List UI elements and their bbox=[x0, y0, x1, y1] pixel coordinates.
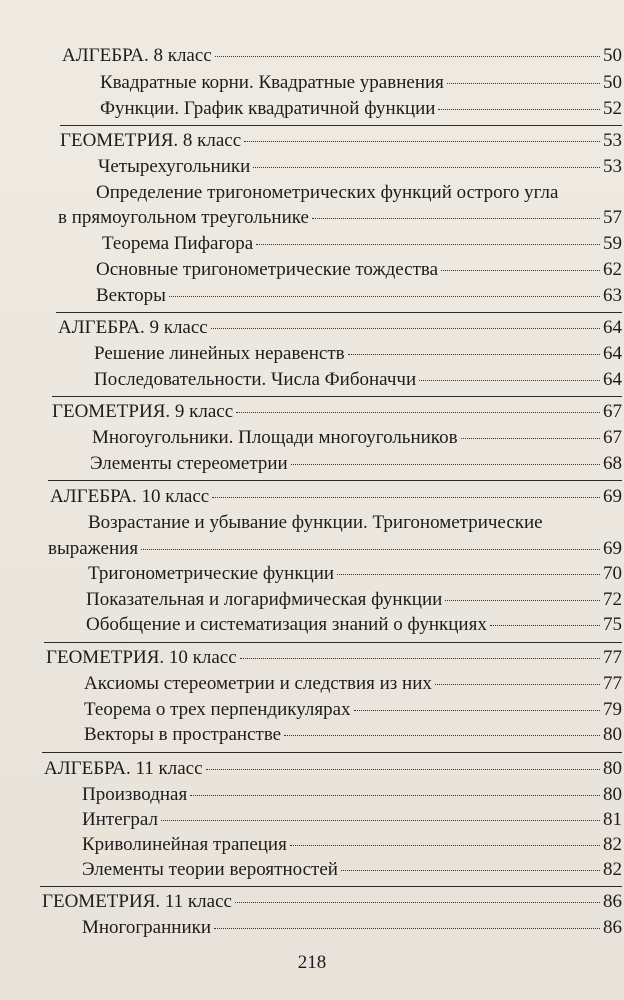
leader-dots bbox=[461, 438, 600, 439]
toc-heading-title: ГЕОМЕТРИЯ. 10 класс bbox=[46, 647, 237, 668]
section-divider bbox=[44, 642, 622, 643]
toc-heading-page: 80 bbox=[603, 758, 622, 779]
toc-item-title: Векторы bbox=[96, 285, 166, 306]
toc-item-title: Квадратные корни. Квадратные уравнения bbox=[100, 72, 444, 93]
leader-dots bbox=[212, 497, 600, 498]
toc-item-page: 59 bbox=[603, 233, 622, 254]
leader-dots bbox=[337, 574, 600, 575]
toc-item bbox=[102, 233, 622, 255]
toc-heading-title: АЛГЕБРА. 11 класс bbox=[44, 758, 203, 779]
toc-item-page: 75 bbox=[603, 614, 622, 635]
toc-item-page: 82 bbox=[603, 859, 622, 880]
toc-heading-algebra-9 bbox=[58, 317, 622, 339]
section-divider bbox=[60, 125, 622, 126]
toc-item-title: Интеграл bbox=[82, 809, 158, 830]
toc-item-title: Теорема Пифагора bbox=[102, 233, 254, 254]
toc-item-title: Элементы теории вероятностей bbox=[82, 859, 338, 880]
toc-item-page: 64 bbox=[603, 369, 622, 390]
toc-item bbox=[82, 859, 622, 881]
toc-heading-title: АЛГЕБРА. 9 класс bbox=[58, 317, 208, 338]
toc-item bbox=[84, 699, 622, 721]
toc-heading-geometry-9 bbox=[52, 401, 622, 423]
section-divider bbox=[48, 480, 622, 481]
toc-item-page: 82 bbox=[603, 834, 622, 855]
toc-item bbox=[90, 453, 622, 475]
toc-heading-geometry-10 bbox=[46, 647, 622, 669]
toc-item-page: 52 bbox=[603, 98, 622, 119]
toc-item bbox=[58, 207, 622, 229]
toc-item-title: Криволинейная трапеция bbox=[82, 834, 287, 855]
toc-heading-title: ГЕОМЕТРИЯ. 11 класс bbox=[42, 891, 232, 912]
toc-item-title: Четырехугольники bbox=[98, 156, 251, 177]
leader-dots bbox=[214, 928, 600, 929]
toc-item bbox=[100, 72, 622, 94]
toc-item-title: Векторы в пространстве bbox=[84, 724, 282, 745]
toc-item-title: Показательная и логарифмическая функции bbox=[86, 589, 443, 610]
toc-item bbox=[100, 98, 622, 120]
toc-item-page: 86 bbox=[603, 917, 622, 938]
leader-dots bbox=[284, 735, 600, 736]
toc-heading-page: 77 bbox=[603, 647, 622, 668]
leader-dots bbox=[161, 820, 600, 821]
toc-item-page: 72 bbox=[603, 589, 622, 610]
toc-heading-page: 53 bbox=[603, 130, 622, 151]
leader-dots bbox=[253, 167, 600, 168]
toc-item-page: 64 bbox=[603, 343, 622, 364]
toc-heading-geometry-8 bbox=[60, 130, 622, 152]
toc-item-page: 77 bbox=[603, 673, 622, 694]
toc-heading-geometry-11 bbox=[42, 891, 622, 913]
toc-item bbox=[96, 259, 622, 281]
leader-dots bbox=[419, 380, 600, 381]
leader-dots bbox=[206, 769, 600, 770]
toc-heading-algebra-8 bbox=[62, 45, 622, 67]
toc-item-title: Теорема о трех перпендикулярах bbox=[84, 699, 351, 720]
toc-item-title: Основные тригонометрические тождества bbox=[96, 259, 439, 280]
toc-heading-title: АЛГЕБРА. 10 класс bbox=[50, 486, 210, 507]
toc-item-page: 67 bbox=[603, 427, 622, 448]
toc-item-page: 80 bbox=[603, 784, 622, 805]
leader-dots bbox=[438, 109, 600, 110]
toc-item-title: Функции. График квадратичной функции bbox=[100, 98, 436, 119]
leader-dots bbox=[445, 600, 600, 601]
toc-heading-title: ГЕОМЕТРИЯ. 8 класс bbox=[60, 130, 242, 151]
leader-dots bbox=[169, 296, 600, 297]
leader-dots bbox=[256, 244, 600, 245]
leader-dots bbox=[235, 902, 600, 903]
toc-item bbox=[92, 427, 622, 449]
toc-item bbox=[94, 343, 622, 365]
leader-dots bbox=[341, 870, 600, 871]
toc-item bbox=[82, 784, 622, 806]
toc-heading-title: АЛГЕБРА. 8 класс bbox=[62, 45, 212, 66]
leader-dots bbox=[291, 464, 600, 465]
toc-heading-page: 67 bbox=[603, 401, 622, 422]
section-divider bbox=[42, 752, 622, 753]
leader-dots bbox=[290, 845, 600, 846]
toc-item bbox=[96, 285, 622, 307]
toc-item bbox=[82, 917, 622, 939]
toc-item-title-line2: выражения bbox=[48, 538, 139, 559]
toc-item-page: 79 bbox=[603, 699, 622, 720]
leader-dots bbox=[447, 83, 600, 84]
leader-dots bbox=[312, 218, 600, 219]
toc-item-page: 50 bbox=[603, 72, 622, 93]
toc-item-title: Многогранники bbox=[82, 917, 212, 938]
toc-item-title-line2: в прямоугольном треугольнике bbox=[58, 207, 309, 228]
leader-dots bbox=[354, 710, 600, 711]
toc-heading-page: 50 bbox=[603, 45, 622, 66]
toc-item-title: Решение линейных неравенств bbox=[94, 343, 345, 364]
toc-item-title: Обобщение и систематизация знаний о функциях bbox=[86, 614, 487, 635]
leader-dots bbox=[348, 354, 600, 355]
toc-heading-algebra-11 bbox=[44, 758, 622, 780]
toc-heading-algebra-10 bbox=[50, 486, 622, 508]
leader-dots bbox=[141, 549, 600, 550]
section-divider bbox=[40, 886, 622, 887]
toc-item-page: 70 bbox=[603, 563, 622, 584]
section-divider bbox=[56, 312, 622, 313]
toc-item bbox=[94, 369, 622, 391]
toc-item-title: Аксиомы стереометрии и следствия из них bbox=[84, 673, 432, 694]
toc-item bbox=[86, 614, 622, 636]
toc-item bbox=[84, 724, 622, 746]
leader-dots bbox=[441, 270, 600, 271]
toc-item bbox=[88, 563, 622, 585]
toc-item bbox=[82, 834, 622, 856]
leader-dots bbox=[211, 328, 600, 329]
toc-item-page: 81 bbox=[603, 809, 622, 830]
leader-dots bbox=[244, 141, 600, 142]
toc-item-title-line1: Возрастание и убывание функции. Тригонометрические bbox=[88, 512, 543, 533]
toc-item-title: Производная bbox=[82, 784, 188, 805]
toc-heading-page: 69 bbox=[603, 486, 622, 507]
toc-item-page: 57 bbox=[603, 207, 622, 228]
toc-item-title-line1: Определение тригонометрических функций острого угла bbox=[96, 182, 559, 203]
toc-item bbox=[84, 673, 622, 695]
leader-dots bbox=[490, 625, 600, 626]
toc-item-page: 80 bbox=[603, 724, 622, 745]
toc-item bbox=[98, 156, 622, 178]
toc-heading-page: 64 bbox=[603, 317, 622, 338]
toc-item-page: 62 bbox=[603, 259, 622, 280]
toc-item bbox=[86, 589, 622, 611]
page-number: 218 bbox=[297, 952, 327, 973]
section-divider bbox=[52, 396, 622, 397]
leader-dots bbox=[236, 412, 600, 413]
toc-heading-page: 86 bbox=[603, 891, 622, 912]
toc-item bbox=[48, 538, 622, 560]
leader-dots bbox=[435, 684, 600, 685]
toc-item-title: Элементы стереометрии bbox=[90, 453, 288, 474]
toc-heading-title: ГЕОМЕТРИЯ. 9 класс bbox=[52, 401, 234, 422]
leader-dots bbox=[190, 795, 600, 796]
toc-item bbox=[82, 809, 622, 831]
leader-dots bbox=[215, 56, 600, 57]
toc-item-title: Последовательности. Числа Фибоначчи bbox=[94, 369, 417, 390]
toc-item-title: Многоугольники. Площади многоугольников bbox=[92, 427, 458, 448]
toc-item-title: Тригонометрические функции bbox=[88, 563, 335, 584]
leader-dots bbox=[240, 658, 600, 659]
toc-item-page: 53 bbox=[603, 156, 622, 177]
toc-item-page: 68 bbox=[603, 453, 622, 474]
toc-item-page: 63 bbox=[603, 285, 622, 306]
toc-item-page: 69 bbox=[603, 538, 622, 559]
